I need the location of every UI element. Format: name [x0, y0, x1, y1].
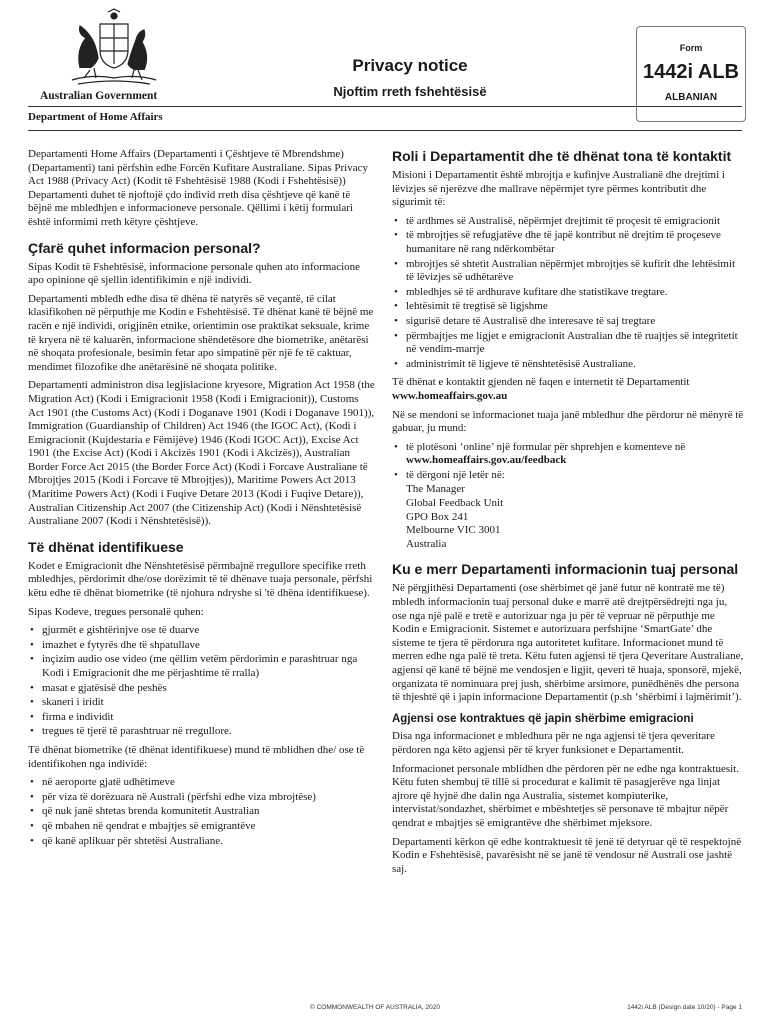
website-link[interactable]: www.homeaffairs.gov.au: [392, 389, 508, 402]
paragraph: [392, 376, 744, 403]
paragraph: Në përgjithësi Departamenti (ose shërbimet që janë futur në kontratë me të) mbledh informacionin tuaj personal duke e marrë atë drejtpërsëdrejti nga ju, ose nga një palë e tretë e autorizuar nga ju për të vepruar në përputhje me Kodin e Emigracionit. Sistemet e autorizuara perfshijne ‘SmartGate’ dhe sisteme te tjera të përdorura nga autoritetet kufitare. Informacionet mund të merren edhe nga palë të treta. Këtu futen agjensi të tjera Qeveritare Australiane, agjensi që kanë të bëjnë me vendosjen e ligjit, qeveri të huaja, sponsorë, mjekë, organizata të nominuara prej jush, shërbime arsimore, punëdhënës dhe persona të thjeshtë që i japin informacione Departamentit (p.sh ‘shërbimi i lajmërimit’).: [392, 582, 744, 704]
address-line: GPO Box 241: [406, 510, 469, 523]
list-item: • firma e individit: [28, 711, 376, 725]
paragraph: Sipas Kodeve, tregues personalë quhen:: [28, 605, 204, 618]
paragraph: Misioni i Departamentit është mbrojtja e kufinjve Australianë dhe drejtimi i lëvizjes së njerëzve dhe mallrave nëpërmjet tyre përmes kontributit dhe sigurimit të:: [392, 169, 725, 209]
list-item: • masat e gjatësisë dhe peshës: [28, 682, 376, 696]
address-line: Australia: [406, 537, 447, 550]
page-subtitle: Njoftim rreth fshehtësisë: [333, 84, 487, 99]
form-id-box: [636, 26, 746, 122]
contact-text: Të dhënat e kontaktit gjenden në faqen e internetit të Departamentit: [392, 376, 690, 389]
postal-address: [392, 483, 744, 551]
paragraph: Departamenti mbledh edhe disa të dhëna të natyrës së veçantë, të cilat klasifikohen në përputhje me Kodin e Fshehtësisë. Të dhënat kanë të bëjnë me racën e një individi, origjinën etnike, orientimin ose praktikat seksuale, krime të kryera në të kaluarën, informacione shëndetësore dhe biometrike, anëtarësi në shoqata profesionale, besimin fetar apo simpatinë për një fe të caktuar, mendimet filozofike dhe anëtarësinë në shoqata politike.: [28, 292, 374, 373]
list-item: • lehtësimit të tregtisë së ligjshme: [392, 300, 744, 314]
header-divider: [28, 106, 742, 107]
section-heading-identity: Të dhënat identifikuese: [28, 538, 184, 555]
coat-of-arms-icon: [58, 8, 170, 88]
list-item: • imazhet e fytyrës dhe të shpatullave: [28, 639, 376, 653]
footer-copyright: © COMMONWEALTH OF AUSTRALIA, 2020: [310, 1004, 440, 1011]
department-name: Department of Home Affairs: [28, 111, 163, 123]
list-item: • përmbajtjes me ligjet e emigracionit Australian dhe të ruajtjes së integritetit në vendim-marrje: [392, 330, 744, 357]
right-column: [392, 148, 744, 881]
paragraph: Në se mendoni se informacionet tuaja janë mbledhur dhe përdorur në mënyrë të gabuar, ju mund:: [392, 408, 744, 435]
paragraph: Disa nga informacionet e mbledhura për ne nga agjensi të tjera qeveritare përdoren nga këto agjensi për të kryer funksionet e Departamentit.: [392, 730, 715, 756]
list-item: • inçizim audio ose video (me qëllim vetëm përdorimin e parashtruar nga Kodi i Emigracionit dhe me përjashtime të rralla): [28, 653, 376, 680]
list-item: • tregues të tjerë të parashtruar në rregullore.: [28, 725, 376, 739]
list-item: • skaneri i iridit: [28, 696, 376, 710]
list-item: • sigurisë detare të Australisë dhe interesave të saj tregtare: [392, 315, 744, 329]
list-item: • të dërgoni një letër në:: [392, 469, 744, 483]
footer-page-info: 1442i ALB (Design date 10/20) - Page 1: [627, 1004, 742, 1011]
bullet-list-feedback: [392, 441, 744, 483]
list-item: • mbrojtjes së shtetit Australian nëpërmjet mbrojtjes së kufirit dhe lehtësimit të lëvizjes së udhëtarëve: [392, 258, 744, 285]
list-item: • të ardhmes së Australisë, nëpërmjet drejtimit të proçesit të emigracionit: [392, 215, 744, 229]
subsection-heading-agency: Agjensi ose kontraktues që japin shërbime emigracioni: [392, 712, 694, 725]
bullet-list-role: [392, 215, 744, 372]
header-divider: [28, 130, 742, 131]
list-item: [392, 441, 744, 468]
left-column: [28, 148, 376, 853]
list-item: • që nuk janë shtetas brenda komunitetit Australian: [28, 805, 376, 819]
form-label: Form: [679, 43, 703, 53]
paragraph: Departamenti administron disa legjislacione kryesore, Migration Act 1958 (the Migration Act) (Kodi i Emigracionit 1958 (Kodi i Emigracionit)), Customs Act 1901 (the Customs Act) (Kodi i Doganave 1901 (Kodi i Doganave 1901)), Immigration (Guardianship of Children) Act 1946 (the IGOC Act), (Kodi i Emigracionit (Kujdestaria e Fëmijëve) 1946 (Kodi IGOC Act)), Excise Act 1901 (the Excise Act) (Kodi i Akcizës 1901 (Kodi i Akcizës)), Australian Border Force Act 2015 (the Border Force Act) (Kodi i Forcave Australiane të Mbrojtjes 2015 (Kodi i Forcave të Mbrojtjes)), Maritime Powers Act 2013 (Maritime Powers Act) (Kodi i Fuqive Detare 2013 (Kodi i Fuqive Detare)), Australian Citizenship Act 2007 (the Citizenship Act) (Kodi i Nënshtetësisë Australiane 2007 (Kodi i Nënshtetësisë)).: [28, 379, 375, 528]
paragraph: Informacionet personale mblidhen dhe përdoren për ne edhe nga kontraktuesit. Këtu futen shembuj të tillë si procedurat e kalimit të pasagjerëve nga linjat ajrore që hyjnë dhe dalin nga Australia, sistemet kompiuterike, intervistat/sondazhet, shërbimet e mbështetjes së personave të mbajtur nëpër qendrat e mbajtjes së emigrantëve dhe shërbimet mjeksore.: [392, 762, 739, 829]
address-line: The Manager: [406, 483, 465, 496]
paragraph: Kodet e Emigracionit dhe Nënshtetësisë përmbajnë rregullore specifike rreth mbledhjes, përdorimit dhe/ose dorëzimit të të dhënave tuaja personale, përfshi këtu edhe të dhënat biometrike (të njohura ndryshe si 'të dhëna identifikuese).: [28, 559, 373, 600]
form-number: 1442i ALB: [643, 61, 739, 83]
bullet-list-identity: [28, 624, 376, 739]
list-item: • gjurmët e gishtërinjve ose të duarve: [28, 624, 376, 638]
form-language: ALBANIAN: [664, 92, 718, 103]
section-heading-collect: Ku e merr Departamenti informacionin tuaj personal: [392, 561, 739, 578]
section-heading-personal: Çfarë quhet informacion personal?: [28, 239, 261, 256]
address-line: Global Feedback Unit: [406, 497, 504, 510]
list-item: • në aeroporte gjatë udhëtimeve: [28, 776, 376, 790]
bullet-list-where: [28, 776, 376, 848]
government-name: Australian Government: [40, 90, 158, 102]
paragraph: Të dhënat biometrike (të dhënat identifikuese) mund të mblidhen dhe/ ose të identifikohen nga individë:: [28, 743, 365, 770]
list-item: • mbledhjes së të ardhurave kufitare dhe statistikave tregtare.: [392, 286, 744, 300]
list-item: • që kanë aplikuar për shtetësi Australiane.: [28, 835, 376, 849]
paragraph: Departamenti kërkon që edhe kontraktuesit të jenë të detyruar që të respektojnë Kodin e Fshehtësisë, pavarësisht në se janë të vendosur në Australi ose jashtë saj.: [392, 835, 742, 875]
list-item: • të mbrojtjes së refugjatëve dhe të japë kontribut në drejtim të proçeseve humanitare në rang ndërkombëtar: [392, 229, 744, 256]
list-item: • administrimit të ligjeve të nënshtetësisë Australiane.: [392, 358, 744, 372]
feedback-link[interactable]: www.homeaffairs.gov.au/feedback: [406, 454, 567, 467]
intro-paragraph: Departamenti Home Affairs (Departamenti i Çështjeve të Mbrendshme) (Departamenti) tani përfshin edhe Forcën Kufitare Australiane. Sipas Privacy Act 1988 (Privacy Act) (Kodit të Fshehtësisë 1988 (Kodi i Fshehtësisë)) Departamenti duhet të njoftojë çdo individ rreth disa çështjeve që kanë të bëjnë me mbledhjen e informacioneve personale. Qëllimi i këtij formulari është informimi rreth këtyre çështjeve.: [28, 148, 368, 228]
list-item: • për viza të dorëzuara në Australi (përfshi edhe viza mbrojtëse): [28, 791, 376, 805]
list-item: • që mbahen në qendrat e mbajtjes së emigrantëve: [28, 820, 376, 834]
section-heading-role: Roli i Departamentit dhe të dhënat tona të kontaktit: [392, 148, 732, 164]
paragraph: Sipas Kodit të Fshehtësisë, informacione personale quhen ato informacione apo opinione që sjellin identifikimin e një individi.: [28, 260, 361, 287]
page-title: Privacy notice: [352, 56, 468, 75]
feedback-text: të plotësoni ‘online’ një formular për shprehjen e komenteve në: [406, 440, 686, 453]
address-line: Melbourne VIC 3001: [406, 524, 501, 537]
